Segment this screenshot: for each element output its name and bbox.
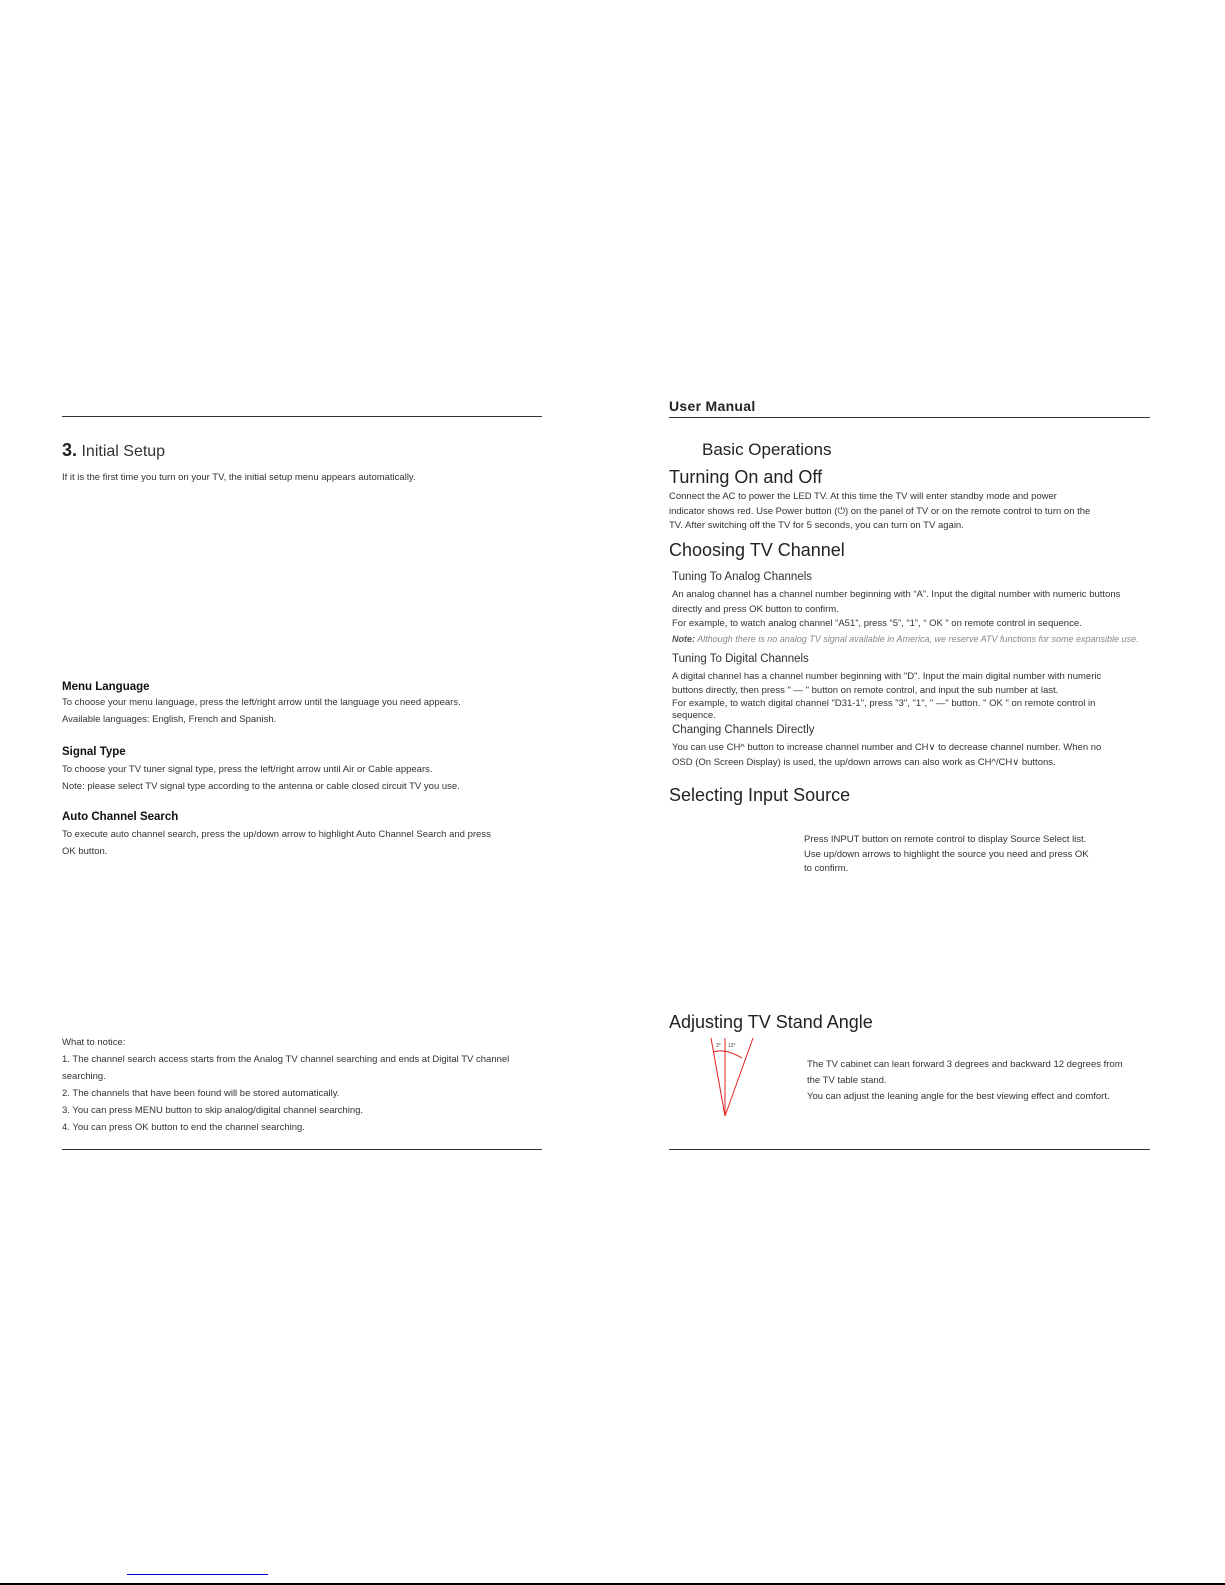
angle-arc — [713, 1051, 742, 1058]
left-top-rule — [62, 416, 542, 417]
stand-angle-diagram — [705, 1036, 760, 1118]
right-top-rule — [669, 417, 1150, 418]
line: To choose your menu language, press the left/right arrow until the language you need appears. — [62, 697, 461, 708]
notice-line: 1. The channel search access starts from the Analog TV channel searching and ends at Digital TV channel — [62, 1054, 510, 1065]
input-heading: Selecting Input Source — [669, 785, 851, 805]
line: Note: please select TV signal type according to the antenna or cable closed circuit TV you use. — [62, 780, 460, 792]
section-title: Initial Setup — [81, 443, 166, 460]
line: Press INPUT button on remote control to display Source Select list. — [804, 834, 1087, 845]
menu-language-heading: Menu Language — [62, 681, 150, 693]
signal-type-text — [62, 763, 460, 794]
back-angle-label: 12° — [728, 1043, 736, 1049]
line: OK button. — [62, 845, 108, 857]
header-title: User Manual — [669, 398, 756, 414]
line: To execute auto channel search, press the up/down arrow to highlight Auto Channel Search and press — [62, 829, 491, 840]
stand-text — [807, 1057, 1123, 1105]
line: A digital channel has a channel number beginning with "D". Input the main digital number with numeric — [672, 671, 1102, 682]
auto-search-text — [62, 828, 491, 859]
line: TV. After switching off the TV for 5 seconds, you can turn on TV again. — [669, 520, 964, 531]
backward-line — [725, 1038, 753, 1116]
input-text — [804, 833, 1089, 877]
line: To choose your TV tuner signal type, press the left/right arrow until Air or Cable appears. — [62, 764, 433, 775]
notice-line: What to notice: — [62, 1037, 126, 1048]
forward-angle-label: 3° — [716, 1043, 721, 1049]
line: OSD (On Screen Display) is used, the up/down arrows can also work as CH^/CH∨ buttons. — [672, 756, 1056, 768]
line: An analog channel has a channel number beginning with “A”. Input the digital number with numeric buttons — [672, 589, 1121, 600]
stand-heading: Adjusting TV Stand Angle — [669, 1012, 873, 1032]
note-label: Note: — [672, 633, 695, 644]
intro-text: If it is the first time you turn on your TV, the initial setup menu appears automatically. — [62, 472, 416, 483]
digital-heading: Tuning To Digital Channels — [672, 653, 809, 665]
left-bottom-rule — [62, 1149, 542, 1150]
analog-text — [672, 588, 1139, 646]
direct-text — [672, 741, 1101, 770]
line: Available languages: English, French and Spanish. — [62, 713, 277, 725]
line: directly and press OK button to confirm. — [672, 603, 839, 615]
line: You can use CH^ button to increase channel number and CH∨ to decrease channel number. When no — [672, 742, 1102, 753]
line: Use up/down arrows to highlight the source you need and press OK — [804, 848, 1089, 860]
menu-language-text — [62, 696, 461, 727]
choosing-heading: Choosing TV Channel — [669, 540, 845, 560]
line: You can adjust the leaning angle for the best viewing effect and comfort. — [807, 1091, 1110, 1102]
line: indicator shows red. Use Power button (⏻) on the panel of TV or on the remote control to turn on the — [669, 505, 1091, 517]
notice-line: searching. — [62, 1071, 106, 1082]
page-title: Basic Operations — [702, 440, 832, 459]
line: the TV table stand. — [807, 1075, 887, 1086]
line: sequence. — [672, 709, 716, 721]
line: Connect the AC to power the LED TV. At this time the TV will enter standby mode and power — [669, 491, 1057, 502]
section-heading — [62, 440, 165, 461]
notice-line: 4. You can press OK button to end the channel searching. — [62, 1122, 305, 1133]
line: For example, to watch digital channel "D31-1", press "3", "1", " —" button. " OK " on remote control in — [672, 698, 1096, 709]
signal-type-heading: Signal Type — [62, 746, 126, 758]
line: For example, to watch analog channel “A51”, press “5”, “1”, “ OK ” on remote control in sequence. — [672, 618, 1082, 629]
turning-text — [669, 490, 1090, 534]
line: buttons directly, then press " — " button on remote control, and input the sub number at last. — [672, 684, 1059, 696]
line: The TV cabinet can lean forward 3 degrees and backward 12 degrees from — [807, 1059, 1123, 1070]
note-text: Although there is no analog TV signal available in America, we reserve ATV functions for some expansible use. — [697, 633, 1139, 644]
link-underline[interactable] — [127, 1574, 268, 1575]
forward-line — [711, 1038, 725, 1116]
right-bottom-rule — [669, 1149, 1150, 1150]
direct-heading: Changing Channels Directly — [672, 724, 815, 736]
notice-line: 3. You can press MENU button to skip analog/digital channel searching. — [62, 1105, 364, 1116]
notice-list — [62, 1034, 509, 1136]
digital-text — [672, 670, 1101, 720]
section-number: 3. — [62, 440, 78, 460]
turning-heading: Turning On and Off — [669, 467, 823, 487]
auto-search-heading: Auto Channel Search — [62, 811, 179, 823]
notice-line: 2. The channels that have been found will be stored automatically. — [62, 1088, 340, 1099]
analog-heading: Tuning To Analog Channels — [672, 571, 813, 583]
line: to confirm. — [804, 863, 849, 874]
